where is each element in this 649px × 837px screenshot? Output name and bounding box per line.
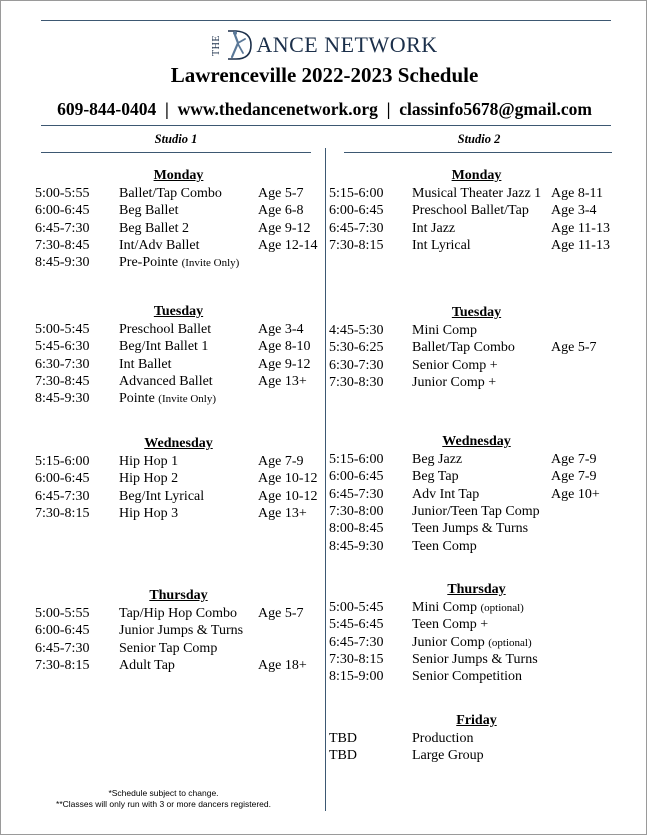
class-time: 5:15-6:00 — [329, 452, 384, 467]
class-row — [1, 322, 648, 339]
class-row — [1, 390, 648, 407]
class-note: (optional) — [488, 636, 532, 649]
class-age: Age 9-12 — [258, 356, 311, 372]
logo-text: ANCE NETWORK — [256, 32, 438, 57]
class-name-text: Teen Comp — [412, 538, 477, 554]
studio-1-day-heading: Monday — [153, 168, 204, 183]
class-time: 6:45-7:30 — [329, 634, 384, 650]
class-row — [1, 503, 648, 520]
class-name-text: Ballet/Tap Combo — [119, 186, 222, 201]
class-age: Age 9-12 — [258, 220, 311, 236]
class-row — [1, 468, 648, 485]
class-time: 8:45-9:30 — [35, 391, 90, 407]
class-name-text: Large Group — [412, 748, 484, 764]
class-time: 7:30-8:45 — [35, 237, 90, 253]
class-name-text: Int Lyrical — [412, 237, 471, 253]
class-name-text: Senior Comp + — [412, 357, 498, 373]
class-time: 6:00-6:45 — [35, 471, 90, 487]
class-name — [412, 747, 484, 764]
class-age: Age 7-9 — [258, 454, 304, 469]
class-age: Age 18+ — [258, 657, 307, 673]
class-name-text: Beg Ballet — [119, 203, 179, 219]
class-age: Age 7-9 — [551, 469, 597, 485]
class-name-text: Senior Tap Comp — [119, 640, 218, 656]
class-time: 5:00-5:45 — [329, 600, 384, 615]
contact-line: 609-844-0404 | www.thedancenetwork.org | classinfo5678@gmail.com — [57, 99, 592, 119]
class-name-text: Ballet/Tap Combo — [412, 340, 515, 356]
class-time: 6:00-6:45 — [329, 469, 384, 485]
class-time: 6:45-7:30 — [35, 488, 90, 504]
studio-1-day-heading: Tuesday — [153, 304, 204, 319]
class-row — [1, 185, 648, 202]
class-age: Age 6-8 — [258, 203, 304, 219]
class-time: 7:30-8:30 — [329, 374, 384, 390]
class-name-text: Mini Comp — [412, 323, 477, 338]
class-time: 6:00-6:45 — [35, 203, 90, 219]
class-name-text: Junior/Teen Tap Comp — [412, 503, 540, 519]
class-name — [412, 202, 529, 219]
class-row — [1, 374, 648, 391]
class-time: 6:00-6:45 — [329, 203, 384, 219]
class-name-text: Senior Competition — [412, 669, 523, 685]
class-row — [1, 747, 648, 764]
class-time: 5:00-5:55 — [35, 606, 90, 621]
logo-the-text: THE — [211, 34, 223, 56]
class-row — [1, 730, 648, 747]
class-time: 8:00-8:45 — [329, 521, 384, 537]
class-age: Age 5-7 — [258, 606, 304, 621]
class-name-text: Preschool Ballet/Tap — [412, 203, 529, 219]
class-name-text: Tap/Hip Hop Combo — [119, 606, 238, 621]
class-row — [1, 616, 648, 633]
class-name-text: Pre-Pointe — [119, 255, 179, 271]
class-name-text: Junior Jumps & Turns — [119, 623, 244, 639]
class-row — [1, 357, 648, 374]
class-age: Age 3-4 — [551, 203, 597, 219]
class-time: 6:30-7:30 — [35, 356, 90, 372]
class-time: 8:45-9:30 — [35, 255, 90, 271]
class-name-text: Adult Tap — [119, 657, 175, 673]
class-time: TBD — [329, 748, 357, 764]
class-age: Age 13+ — [258, 505, 307, 521]
class-time: 5:15-6:00 — [329, 186, 384, 201]
class-time: 5:00-5:45 — [35, 322, 90, 337]
class-name-text: Teen Jumps & Turns — [412, 521, 529, 537]
class-time: 5:15-6:00 — [35, 454, 90, 469]
class-time: 5:45-6:45 — [329, 617, 384, 633]
class-name-text: Int Ballet — [119, 356, 172, 372]
studio-2-heading: Studio 2 — [457, 132, 501, 146]
class-age: Age 11-13 — [551, 237, 610, 253]
studio-1-rule — [41, 152, 311, 153]
class-name-text: Mini Comp — [412, 600, 477, 615]
class-age: Age 7-9 — [551, 452, 597, 467]
class-time: 8:15-9:00 — [329, 669, 384, 685]
class-row — [1, 202, 648, 219]
class-age: Age 10-12 — [258, 471, 318, 487]
class-name-text: Adv Int Tap — [412, 486, 480, 502]
footnote-schedule-change: *Schedule subject to change. — [108, 788, 219, 798]
top-rule — [41, 20, 611, 21]
class-name — [412, 668, 522, 685]
class-time: 5:45-6:30 — [35, 339, 90, 355]
class-row — [1, 651, 648, 668]
class-row — [1, 634, 648, 651]
class-name-text: Beg/Int Lyrical — [119, 488, 205, 504]
class-name-text: Beg/Int Ballet 1 — [119, 339, 209, 355]
class-name — [119, 390, 216, 408]
class-name-text: Beg Tap — [412, 469, 459, 485]
studio-2-day-heading: Tuesday — [451, 305, 502, 320]
page-title: Lawrenceville 2022-2023 Schedule — [170, 63, 479, 87]
class-time: 7:30-8:00 — [329, 503, 384, 519]
class-time: 6:45-7:30 — [35, 220, 90, 236]
class-time: 4:45-5:30 — [329, 323, 384, 338]
logo — [1, 25, 648, 65]
header-rule — [41, 125, 611, 126]
class-note: (optional) — [480, 602, 524, 614]
class-row — [1, 451, 648, 468]
class-name-text: Int/Adv Ballet — [119, 237, 200, 253]
studio-2-rule — [344, 152, 612, 153]
class-age: Age 10-12 — [258, 488, 318, 504]
class-row — [1, 254, 648, 271]
class-name — [412, 651, 538, 668]
studio-1-heading: Studio 1 — [154, 132, 198, 146]
class-time: 5:00-5:55 — [35, 186, 90, 201]
class-age: Age 8-11 — [551, 186, 603, 201]
class-age: Age 3-4 — [258, 322, 304, 337]
class-note: (Invite Only) — [181, 257, 240, 270]
class-name-text: Junior Comp — [412, 634, 485, 650]
class-name-text: Advanced Ballet — [119, 373, 213, 389]
class-age: Age 5-7 — [551, 340, 597, 356]
class-row — [1, 486, 648, 503]
class-name-text: Junior Comp + — [412, 374, 497, 390]
class-name — [412, 634, 532, 652]
class-name — [412, 185, 541, 202]
class-time: 6:45-7:30 — [329, 486, 384, 502]
class-row — [1, 339, 648, 356]
class-time: 5:30-6:25 — [329, 340, 384, 356]
studio-1-day-heading: Thursday — [149, 588, 208, 603]
class-row — [1, 599, 648, 616]
class-name — [412, 322, 477, 339]
dancer-logo-icon — [224, 27, 254, 63]
class-name-text: Production — [412, 731, 474, 746]
class-time: TBD — [329, 731, 357, 746]
class-row — [1, 237, 648, 254]
class-row — [1, 220, 648, 237]
class-time: 7:30-8:15 — [35, 505, 90, 521]
studio-2-day-heading: Friday — [456, 713, 497, 728]
class-row — [1, 538, 648, 555]
class-age: Age 5-7 — [258, 186, 304, 201]
class-name-text: Teen Comp + — [412, 617, 489, 633]
class-name — [412, 730, 473, 747]
class-name — [412, 468, 459, 485]
class-name — [412, 503, 540, 520]
class-name-text: Int Jazz — [412, 220, 456, 236]
class-name-text: Beg Ballet 2 — [119, 220, 189, 236]
class-name-text: Pointe — [119, 391, 155, 407]
studio-2-day-heading: Thursday — [447, 582, 506, 597]
class-name — [412, 451, 462, 468]
class-name-text: Musical Theater Jazz 1 — [412, 186, 542, 201]
class-name — [412, 616, 488, 633]
class-age: Age 10+ — [551, 486, 600, 502]
class-age: Age 12-14 — [258, 237, 318, 253]
class-time: 6:45-7:30 — [35, 640, 90, 656]
class-name — [412, 220, 455, 237]
class-name — [412, 486, 479, 503]
class-time: 6:00-6:45 — [35, 623, 90, 639]
class-time: 7:30-8:15 — [35, 657, 90, 673]
class-time: 7:30-8:45 — [35, 373, 90, 389]
class-name — [412, 538, 477, 555]
class-name-text: Senior Jumps & Turns — [412, 651, 538, 667]
class-name-text: Beg Jazz — [412, 452, 463, 467]
class-row — [1, 520, 648, 537]
class-time: 8:45-9:30 — [329, 538, 384, 554]
class-name — [412, 357, 498, 374]
class-name — [412, 599, 524, 617]
class-time: 6:30-7:30 — [329, 357, 384, 373]
class-note: (Invite Only) — [158, 393, 217, 406]
class-name — [119, 254, 239, 272]
class-name-text: Hip Hop 1 — [119, 454, 179, 469]
class-time: 7:30-8:15 — [329, 237, 384, 253]
class-time: 7:30-8:15 — [329, 651, 384, 667]
footnote-minimum-dancers: **Classes will only run with 3 or more dancers registered. — [56, 799, 271, 809]
class-age: Age 8-10 — [258, 339, 311, 355]
class-name-text: Hip Hop 3 — [119, 505, 179, 521]
class-age: Age 11-13 — [551, 220, 610, 236]
studio-1-day-heading: Wednesday — [144, 436, 213, 451]
class-time: 6:45-7:30 — [329, 220, 384, 236]
class-name-text: Hip Hop 2 — [119, 471, 179, 487]
class-name-text: Preschool Ballet — [119, 322, 212, 337]
class-name — [412, 374, 496, 391]
class-name — [412, 520, 528, 537]
class-row — [1, 668, 648, 685]
class-age: Age 13+ — [258, 373, 307, 389]
studio-2-day-heading: Wednesday — [442, 434, 511, 449]
studio-2-day-heading: Monday — [451, 168, 502, 183]
class-name — [412, 339, 515, 356]
class-name — [412, 237, 471, 254]
